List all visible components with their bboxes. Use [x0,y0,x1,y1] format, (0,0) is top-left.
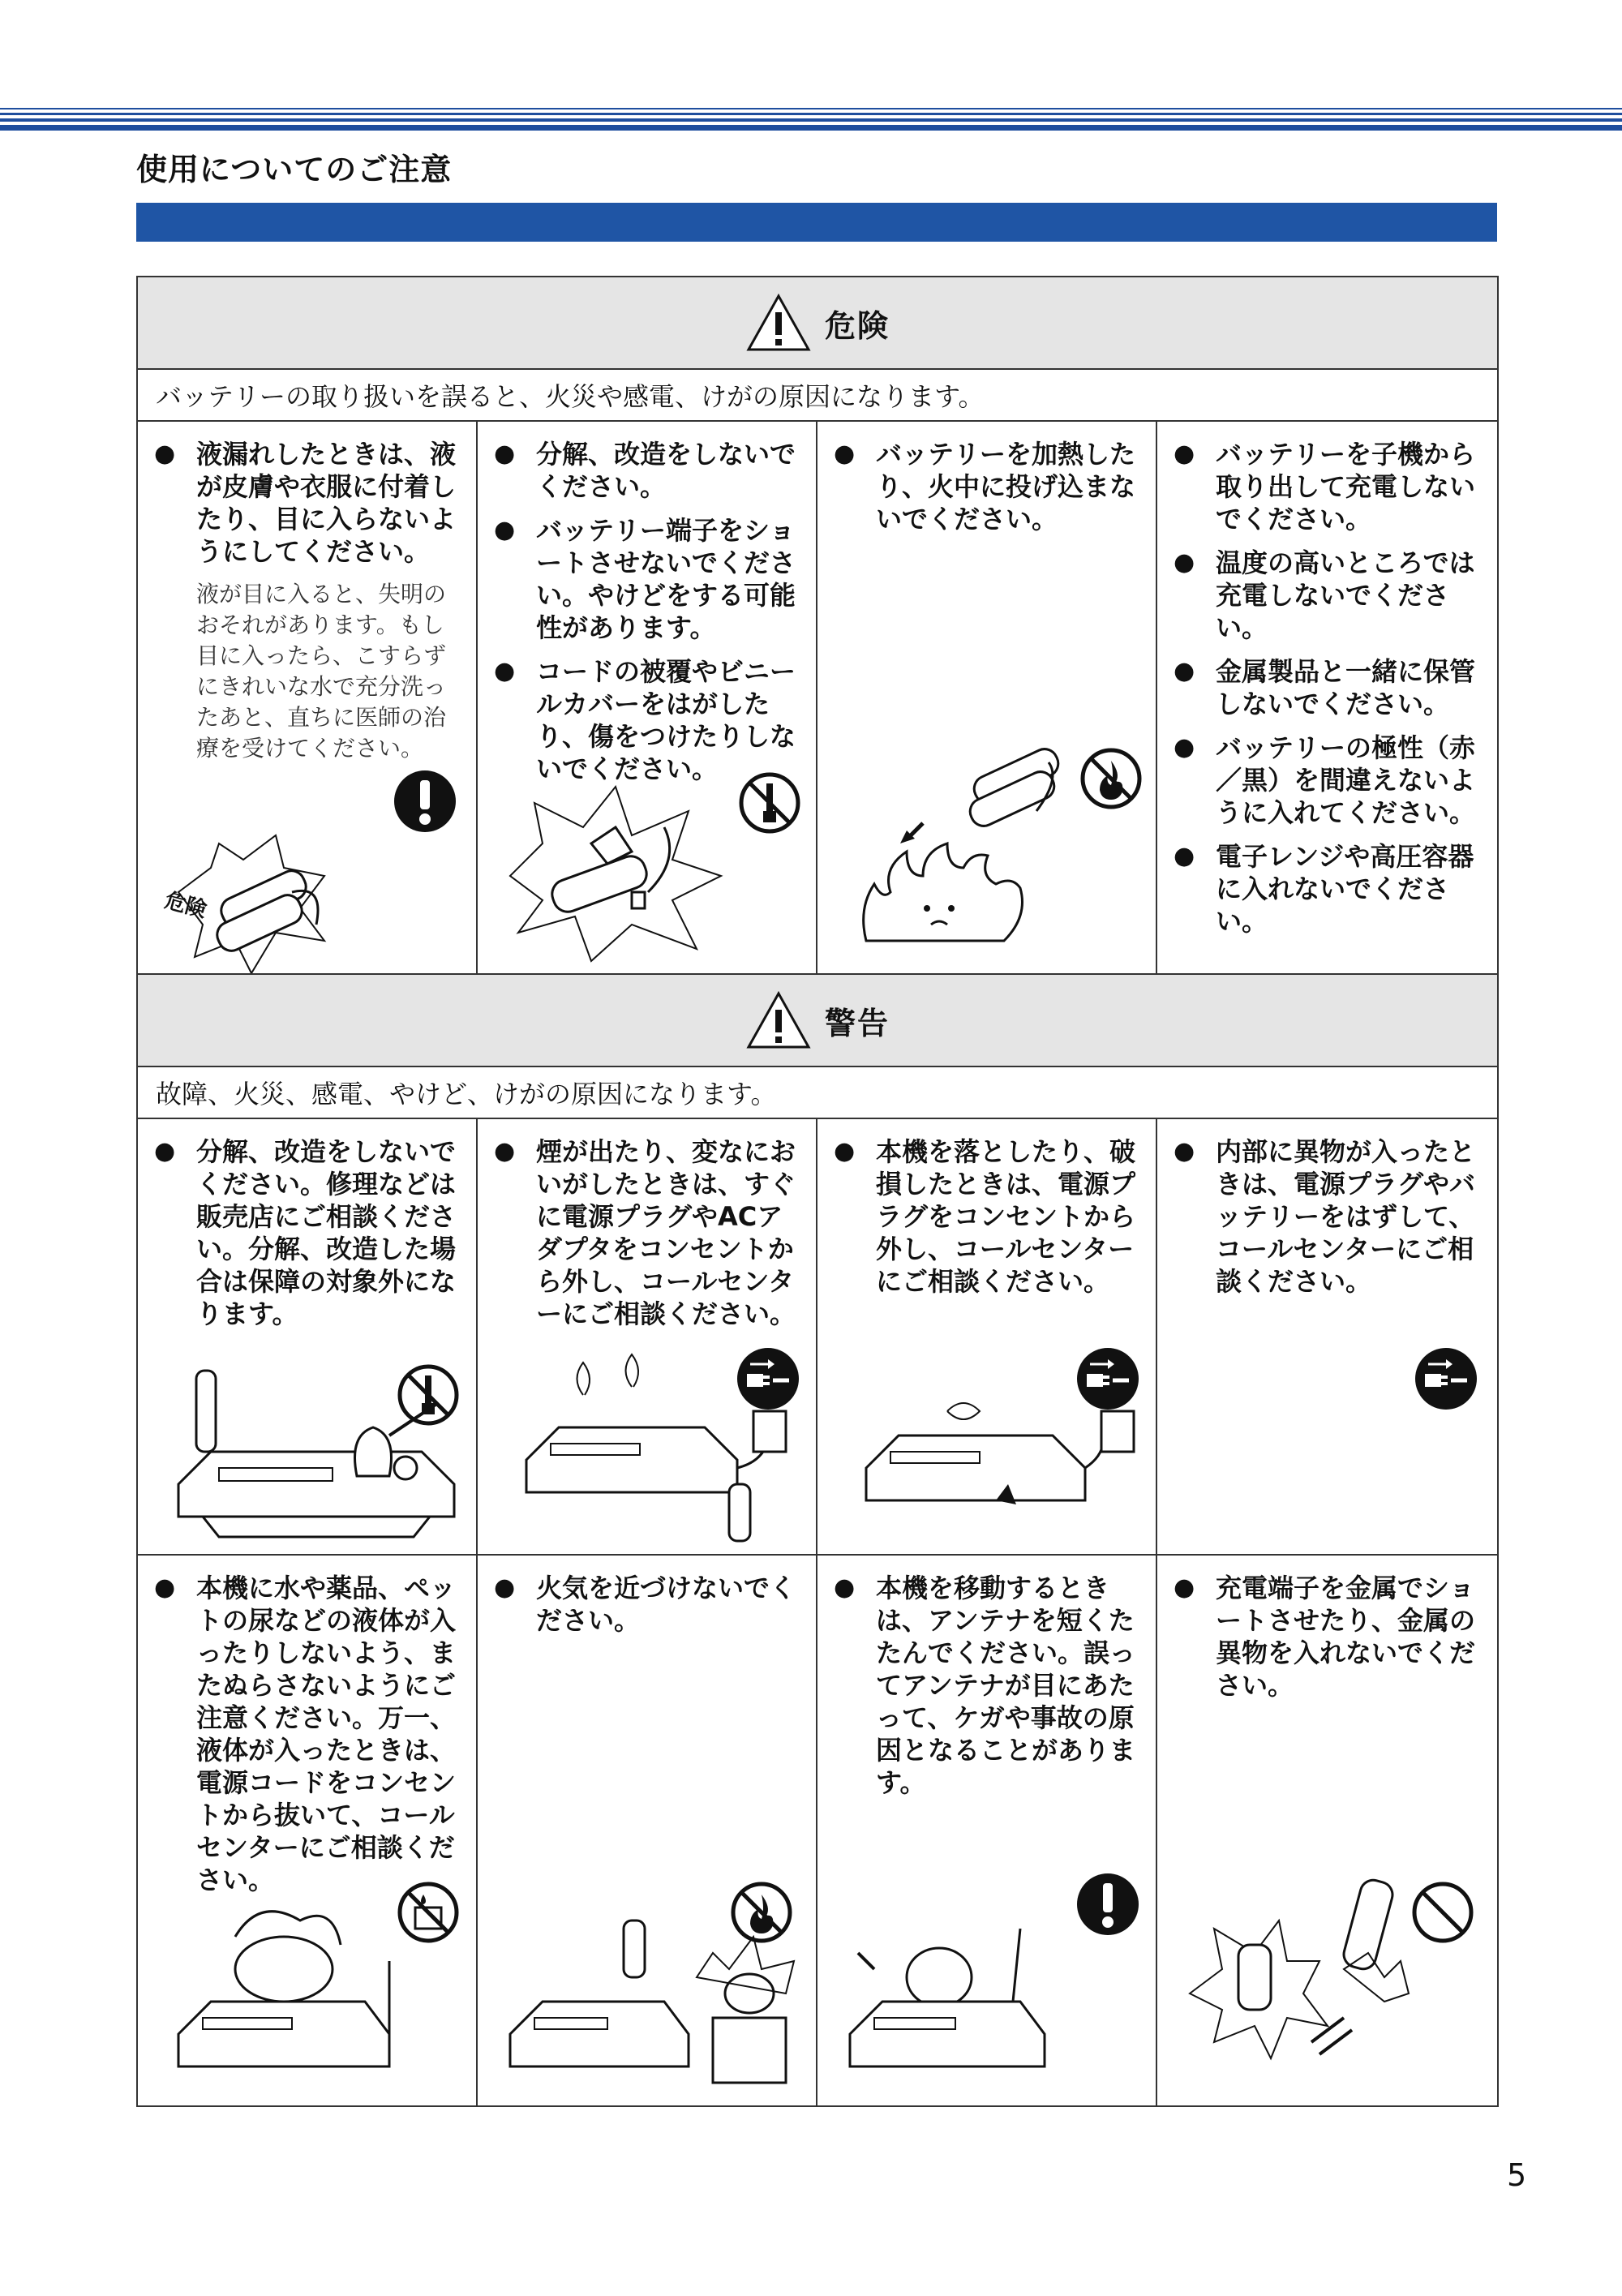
warning-subtitle: 故障、火災、感電、やけど、けがの原因になります。 [138,1067,1497,1119]
bullet-item: ● バッテリーの極性（赤／黒）を間違えないように入れてください。 [1174,732,1476,828]
section-bar [136,203,1497,242]
bullet-item: ● 火気を近づけないでください。 [494,1573,796,1636]
warning-cell-2-2 [478,1556,817,2105]
smoking-fax-illustration [494,1346,802,1549]
danger-header [138,277,1497,370]
warning-heading: 警告 [824,1005,890,1041]
warning-row-1 [138,1119,1497,1556]
bullet-item: ● 液漏れしたときは、液が皮膚や衣服に付着したり、目に入らないようにしてください。 [154,439,457,567]
bullet-item: ● バッテリーを加熱したり、火中に投げ込まないでください。 [834,439,1136,534]
danger-panel [136,276,1499,1012]
dropped-fax-illustration [834,1346,1142,1549]
danger-illustration-label: 危険 [162,888,209,923]
unplug-icon [1414,1346,1478,1411]
danger-cell-4 [1157,422,1495,1011]
warning-panel [136,973,1499,2107]
warning-cell-1-2 [478,1119,817,1554]
wet-fax-illustration [154,1888,414,2099]
warning-cell-2-3 [817,1556,1157,2105]
bullet-item: ● バッテリーを子機から取り出して充電しないでください。 [1174,439,1476,534]
danger-subtitle: バッテリーの取り扱いを誤ると、火災や感電、けがの原因になります。 [138,370,1497,422]
warning-cell-1-1 [138,1119,478,1554]
warning-cell-2-1 [138,1556,478,2105]
danger-cell-1 [138,422,478,1011]
bullet-item: ● 電子レンジや高圧容器に入れないでください。 [1174,841,1474,937]
warning-cell-2-4 [1157,1556,1495,2105]
bullet-item: ● 金属製品と一緒に保管しないでください。 [1174,656,1476,719]
bullet-item: ● バッテリー端子をショートさせないでください。やけどをする可能性があります。 [494,515,796,643]
mandatory-exclamation-icon [393,769,457,834]
bullet-item: ● 分解、改造をしないでください。 [494,439,796,502]
no-fire-icon [1079,746,1144,811]
fax-antenna-illustration [834,1904,1077,2091]
danger-cell-3 [817,422,1157,1011]
handset-shorting-illustration [1182,1872,1425,2091]
warning-cell-1-4 [1157,1119,1495,1554]
mandatory-exclamation-icon [1075,1872,1140,1937]
warning-triangle-icon [745,293,812,353]
fax-near-heater-illustration [494,1904,810,2099]
danger-cell-2 [478,422,817,1011]
warning-header [138,975,1497,1067]
note-text: 液が目に入ると、失明のおそれがあります。もし目に入ったら、こすらずにきれいな水で充分洗ったあと、直ちに医師の治療を受けてください。 [196,581,447,762]
broken-battery-illustration [494,770,737,965]
warning-cell-1-3 [817,1119,1157,1554]
battery-in-fire-illustration [850,746,1077,957]
bullet-item: ● 本機を移動するときは、アンテナを短くたたんでください。誤ってアンテナが目にあたって、ケガや事故の原因となることがあります。 [834,1573,1136,1798]
leaking-battery-illustration [162,819,341,981]
page-title: 使用についてのご注意 [136,152,453,187]
bullet-item: ● 温度の高いところでは充電しないでください。 [1174,547,1475,643]
fax-machine-disassembly-illustration [154,1354,470,1549]
no-disassembly-icon [737,770,802,835]
bullet-item: ● 内部に異物が入ったときは、電源プラグやバッテリーをはずして、コールセンターにご相談ください。 [1174,1136,1476,1297]
header-stripes [0,108,1622,132]
warning-triangle-icon [745,990,812,1050]
bullet-item: ● 煙が出たり、変なにおいがしたときは、すぐに電源プラグやACアダプタをコンセントから外し、コールセンターにご相談ください。 [494,1136,796,1329]
bullet-item: ● 本機に水や薬品、ペットの尿などの液体が入ったりしないよう、またぬらさないようにご注意ください。万一、液体が入ったときは、電源コードをコンセントから抜いて、コールセンターにご相談ください。 [154,1573,457,1895]
danger-row [138,422,1497,1011]
page-number: 5 [1507,2157,1527,2193]
danger-heading: 危険 [824,307,890,344]
warning-row-2 [138,1556,1497,2105]
bullet-item: ● 分解、改造をしないでください。修理などは販売店にご相談ください。分解、改造した場合は保障の対象外になります。 [154,1136,457,1329]
bullet-item: ● コードの被覆やビニールカバーをはがしたり、傷をつけたりしないでください。 [494,656,796,784]
bullet-item: ● 充電端子を金属でショートさせたり、金属の異物を入れないでください。 [1174,1573,1476,1701]
bullet-item: ● 本機を落としたり、破損したときは、電源プラグをコンセントから外し、コールセンターにご相談ください。 [834,1136,1136,1297]
